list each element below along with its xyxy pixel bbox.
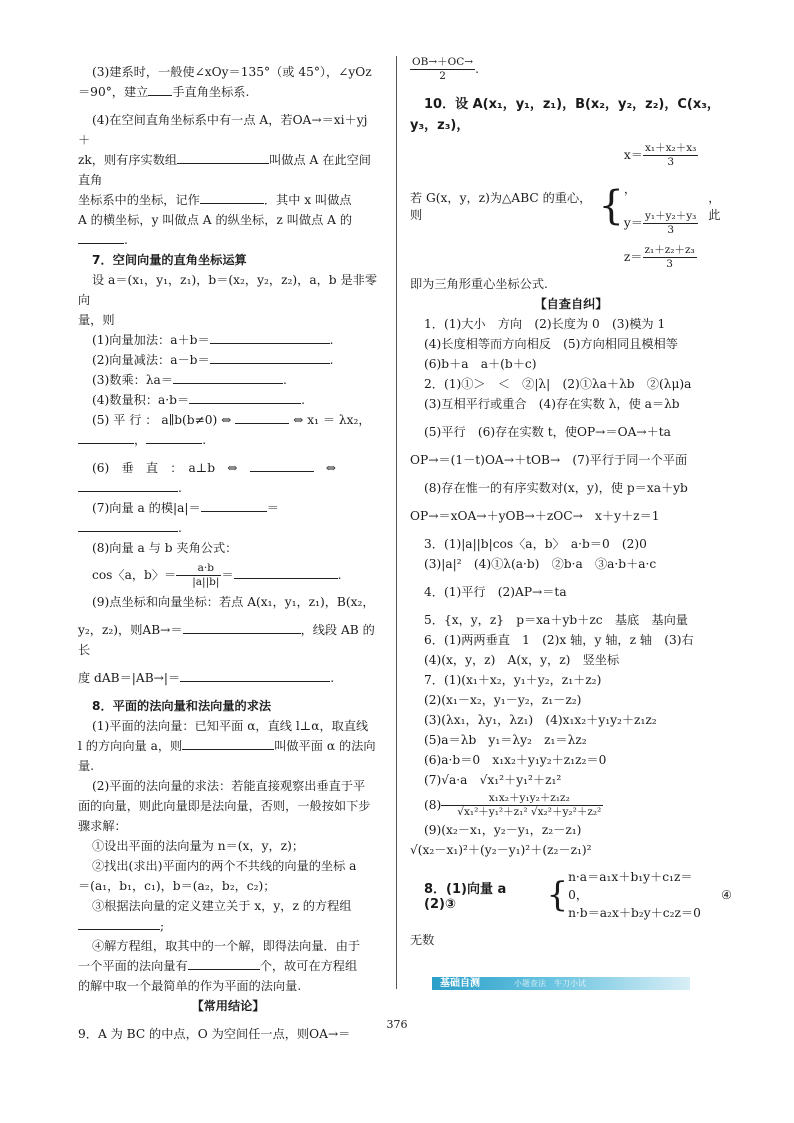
fill-blank: [177, 151, 269, 164]
text-line: 骤求解：: [78, 819, 127, 833]
answer-line: 4．(1)平行 (2)AP→＝ta: [424, 585, 567, 599]
text-line: ＝(a₁，b₁，c₁)，b＝(a₂，b₂，c₂)；: [78, 879, 276, 893]
fill-blank: [78, 479, 178, 492]
brace: {: [598, 183, 624, 229]
answer-line: 无数: [410, 933, 435, 947]
text-line: zk，则有序实数组 叫做点 A 在此空间直角: [78, 153, 371, 187]
fill-blank: [235, 411, 289, 424]
text-line: (5) 平 行 ： a∥b(b≠0) ⇔ ⇔ x₁ ＝ λx₂，: [92, 413, 371, 427]
fraction: $\frac{\text{x₁x₂＋y₁y₂＋z₁z₂}}{\text{√x₁²＋y₁²＋z₁² √x₂²＋y₂²＋z₂²}}$: [441, 792, 603, 819]
text-line: (7)向量 a 的模|a|＝ ＝.: [78, 498, 378, 538]
text-line: l 的方向向量 a，则 叫做平面 α 的法向: [78, 739, 376, 753]
section-heading-8: 8．平面的法向量和法向量的求法: [92, 699, 272, 713]
fill-blank: [183, 621, 301, 634]
text-line: (3)数乘：λa＝ .: [92, 373, 287, 387]
answer-line: 7．(1)(x₁＋x₂，y₁＋y₂，z₁＋z₂): [424, 673, 602, 687]
brace: {: [546, 875, 569, 915]
answer-line: OP→＝xOA→＋yOB→＋zOC→ x＋y＋z＝1: [410, 509, 660, 523]
text-line: (9)点坐标和向量坐标：若点 A(x₁，y₁，z₁)，B(x₂，: [92, 595, 375, 609]
fill-blank: [78, 917, 160, 930]
text-line: ＝90°，建立 手直角坐标系.: [78, 85, 250, 99]
answer-line: (6)b＋a a＋(b＋c): [424, 357, 537, 371]
page-number: 376: [386, 1018, 408, 1031]
text-line: (2)向量减法：a－b＝ .: [92, 353, 334, 367]
fill-blank: [78, 431, 134, 444]
text-line: .: [78, 478, 378, 498]
text-line: ②找出(求出)平面内的两个不共线的向量的坐标 a: [92, 859, 357, 873]
answer-line: (7)√a·a √x₁²＋y₁²＋z₁²: [424, 773, 562, 787]
fill-blank: [173, 371, 283, 384]
text-line: A 的横坐标，y 叫做点 A 的纵坐标，z 叫做点 A 的: [78, 213, 353, 227]
answer-line: (2)(x₁－x₂，y₁－y₂，z₁－z₂): [424, 693, 582, 707]
text-line: 坐标系中的坐标，记作 ．其中 x 叫做点: [78, 193, 352, 207]
centroid-formula: 若 G(x，y，z)为△ABC 的重心，则 { x＝ $\frac{\text{x₁＋x₂＋x₃}}{3}$ ， y＝ $\frac{\text{y₁＋y₂＋y₃}}{3}$ z＝ $\frac{\text{z₁＋z₂＋z₃}}{3}$ ，此: [410, 138, 732, 274]
self-check-heading: 【自查自纠】: [534, 297, 608, 311]
answer-line: OP→＝(1－t)OA→＋tOB→ (7)平行于同一个平面: [410, 453, 688, 467]
text-line: ;: [78, 916, 378, 936]
left-column: [78, 62, 378, 1044]
fraction: $\frac{OB\to+OC\to}{2}$: [412, 56, 474, 82]
answer-line: (6)a·b＝0 x₁x₂＋y₁y₂＋z₁z₂＝0: [424, 753, 607, 767]
fraction: $\frac{a\cdot b}{|a||b|}$: [176, 562, 221, 589]
answer-line: 1．(1)大小 方向 (2)长度为 0 (3)模为 1: [424, 317, 666, 331]
text-line: 10．设 A(x₁，y₁，z₁)，B(x₂，y₂，z₂)，C(x₃，y₃，z₃)，: [410, 97, 720, 133]
equation-system: n·a＝a₁x＋b₁y＋c₁z＝0， n·b＝a₂x＋b₂y＋c₂z＝0: [568, 870, 701, 920]
text-line: 面的向量，则此向量即是法向量，否则，一般按如下步: [78, 799, 371, 813]
text-line: (1)平面的法向量：已知平面 α，直线 l⊥α，取直线: [92, 719, 369, 733]
fill-blank: [146, 431, 202, 444]
text-line: (1)向量加法：a＋b＝ .: [92, 333, 334, 347]
text-line: (2)平面的法向量的求法：若能直接观察出垂直于平: [92, 779, 366, 793]
answer-line: (5)a＝λb y₁＝λy₂ z₁＝λz₂: [424, 733, 587, 747]
answer-line: (9)(x₂－x₁，y₂－y₁，z₂－z₁): [424, 823, 582, 837]
fill-blank: [78, 519, 178, 532]
text-line: 即为三角形重心坐标公式.: [410, 277, 548, 291]
text-line: (4)在空间直角坐标系中有一点 A，若OA→＝xi＋yj＋: [78, 113, 368, 147]
text-line: ③根据法向量的定义建立关于 x，y，z 的方程组: [92, 899, 352, 913]
basic-self-test-banner: 基础自测 小题查法 牛刀小试: [432, 977, 690, 990]
text-line: (4)数量积：a·b＝ .: [92, 393, 306, 407]
answer-line: 5．{x，y，z} p＝xa＋yb＋zc 基底 基向量: [424, 613, 688, 627]
text-line: y₂，z₂)，则AB→＝ ，线段 AB 的长: [78, 623, 375, 657]
fill-blank: [250, 459, 314, 472]
fill-blank: [78, 231, 124, 244]
text-line: (8)向量 a 与 b 夹角公式：: [92, 541, 238, 555]
text-line: (6) 垂 直 ： a⊥b ⇔ ⇔: [92, 461, 336, 475]
common-conclusions-heading: 【常用结论】: [191, 999, 265, 1013]
fill-blank: [182, 737, 274, 750]
text-line: ④解方程组，取其中的一个解，即得法向量．由于: [92, 939, 361, 953]
answer-line: 2．(1)①＞ ＜ ②|λ| (2)①λa＋λb ②(λμ)a: [424, 377, 692, 391]
answer-line: (8)存在惟一的有序实数对(x，y)，使 p＝xa＋yb: [424, 481, 688, 495]
answer-line: 6．(1)两两垂直 1 (2)x 轴，y 轴，z 轴 (3)右: [424, 633, 694, 647]
answer-line: (4)(x，y，z) A(x，y，z) 竖坐标: [424, 653, 620, 667]
fill-blank: [180, 669, 330, 682]
text-line: 量.: [78, 759, 95, 773]
text-line: 的解中取一个最简单的作为平面的法向量.: [78, 979, 302, 993]
text-line: 一个平面的法向量有 个，故可在方程组: [78, 959, 358, 973]
fill-blank: [189, 391, 301, 404]
text-line: ， .: [78, 430, 378, 450]
answer-line: (3)(λx₁，λy₁，λz₁) (4)x₁x₂＋y₁y₂＋z₁z₂: [424, 713, 657, 727]
formula-line: cos〈a，b〉＝ $\frac{a\cdot b}{|a||b|}$ ＝ .: [92, 562, 342, 588]
answer-line: (3)|a|² (4)①λ(a·b) ②b·a ③a·b＋a·c: [424, 557, 657, 571]
formula-line: $\frac{OB\to+OC\to}{2}$ .: [412, 56, 479, 82]
text-line: (3)建系时，一般使∠xOy＝135°（或 45°），∠yOz: [92, 65, 372, 79]
answer-line: (5)平行 (6)存在实数 t，使OP→＝OA→＋ta: [424, 425, 671, 439]
fill-blank: [201, 499, 267, 512]
fill-blank: [210, 331, 330, 344]
answer-line: 8．(1)向量 a (2)③ { n·a＝a₁x＋b₁y＋c₁z＝0， n·b＝a₂x＋b₂y＋c₂z＝0 ④: [424, 870, 732, 920]
text-line: 度 dAB＝|AB→|＝ .: [78, 671, 335, 685]
text-line: 量，则: [78, 313, 115, 327]
fill-blank: [148, 83, 172, 96]
answer-line: √(x₂－x₁)²＋(y₂－y₁)²＋(z₂－z₁)²: [410, 843, 592, 857]
equation-system: x＝ $\frac{\text{x₁＋x₂＋x₃}}{3}$ ， y＝ $\frac{\text{y₁＋y₂＋y₃}}{3}$ z＝ $\frac{\text{z₁＋z₂＋z₃}}{3}$: [623, 142, 697, 270]
answer-line: (4)长度相等而方向相反 (5)方向相同且模相等: [424, 337, 678, 351]
fill-blank: [210, 351, 330, 364]
column-divider: [396, 56, 397, 989]
fill-blank: [200, 191, 264, 204]
answer-line: (3)互相平行或重合 (4)存在实数 λ，使 a＝λb: [424, 397, 680, 411]
answer-line: (8) $\frac{\text{x₁x₂＋y₁y₂＋z₁z₂}}{\text{√x₁²＋y₁²＋z₁² √x₂²＋y₂²＋z₂²}}$: [424, 792, 602, 818]
answer-line: 3．(1)|a||b|cos〈a，b〉 a·b＝0 (2)0: [424, 537, 647, 551]
text-line: 设 a＝(x₁，y₁，z₁)，b＝(x₂，y₂，z₂)，a，b 是非零向: [78, 273, 378, 307]
text-line: 9．A 为 BC 的中点，O 为空间任一点，则OA→＝: [78, 1027, 351, 1041]
text-line: ①设出平面的法向量为 n＝(x，y，z)；: [92, 839, 305, 853]
section-heading-7: 7．空间向量的直角坐标运算: [92, 253, 247, 267]
fill-blank: [234, 566, 338, 579]
fill-blank: [188, 957, 260, 970]
right-column: [410, 56, 732, 950]
text-line: .: [78, 230, 378, 250]
